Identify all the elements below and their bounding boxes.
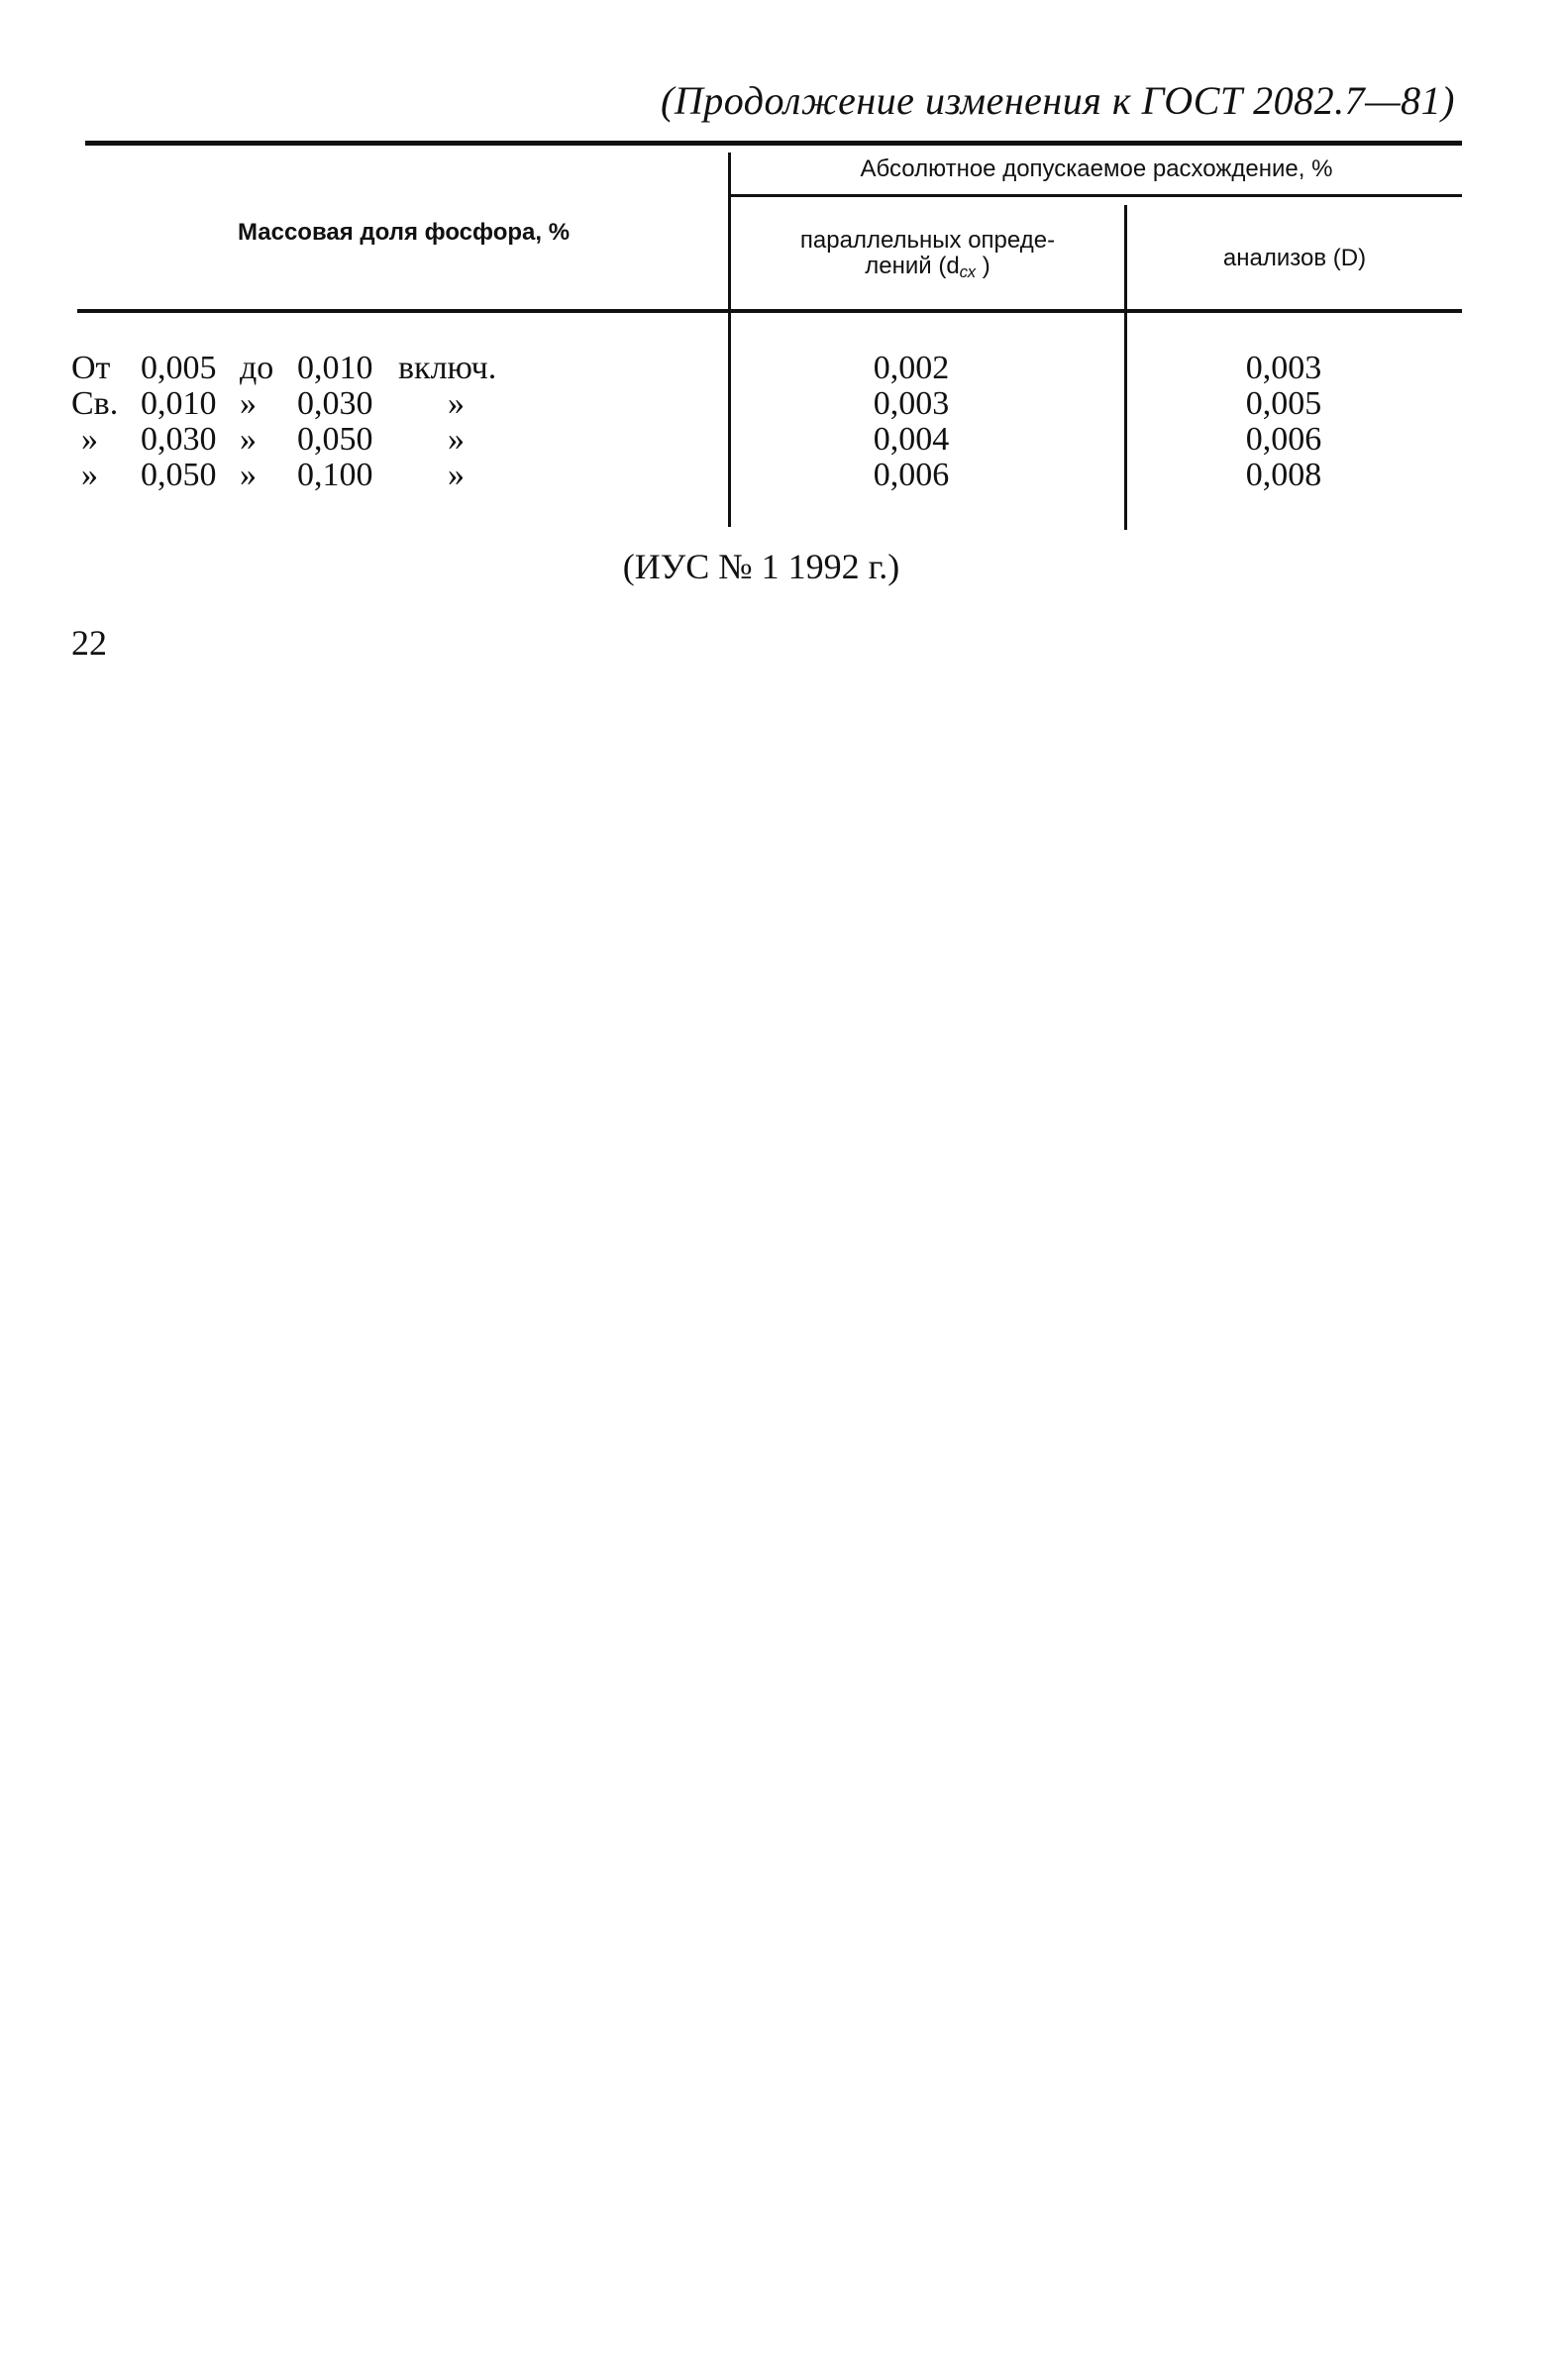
column-header-parallel-line2 — [731, 254, 1124, 285]
range-sep: » — [240, 385, 257, 422]
range-sep: » — [240, 421, 257, 458]
group-header-tolerance-text: Абсолютное допускаемое расхождение, % — [860, 155, 1333, 182]
range-to: 0,010 — [297, 350, 373, 386]
range-prefix: Св. — [71, 385, 119, 422]
column-header-mass-fraction — [79, 220, 728, 246]
table-top-rule — [85, 141, 1462, 146]
value-parallel-determinations: 0,002 — [873, 350, 950, 386]
group-header-tolerance — [731, 156, 1462, 182]
page-number: 22 — [71, 623, 107, 663]
range-to: 0,050 — [297, 421, 373, 458]
running-head: (Продолжение изменения к ГОСТ 2082.7—81) — [661, 78, 1455, 123]
range-prefix: » — [81, 421, 98, 458]
header-bottom-rule — [77, 309, 1462, 313]
range-prefix: От — [71, 350, 111, 386]
column-header-parallel-line2-text: лений (d — [865, 253, 960, 279]
issue-note: (ИУС № 1 1992 г.) — [622, 547, 900, 586]
value-parallel-determinations: 0,006 — [873, 457, 950, 493]
value-parallel-determinations: 0,004 — [873, 421, 950, 458]
column-header-parallel-close: ) — [976, 253, 990, 279]
column-header-parallel-line1: параллельных опреде- — [799, 227, 1056, 254]
range-prefix: » — [81, 457, 98, 493]
value-analyses: 0,003 — [1245, 350, 1322, 386]
group-header-rule — [731, 194, 1462, 197]
range-sep: » — [240, 457, 257, 493]
range-suffix: » — [448, 385, 465, 422]
column-header-mass-fraction-text: Массовая доля фосфора, % — [237, 219, 571, 246]
range-from: 0,030 — [141, 421, 217, 458]
range-suffix: » — [448, 421, 465, 458]
range-sep: до — [240, 350, 274, 386]
range-to: 0,100 — [297, 457, 373, 493]
range-to: 0,030 — [297, 385, 373, 422]
column-header-analyses — [1127, 246, 1462, 271]
range-from: 0,050 — [141, 457, 217, 493]
range-suffix: » — [448, 457, 465, 493]
column-header-parallel-sub: сх — [959, 262, 977, 281]
column-divider-1 — [728, 153, 731, 527]
value-parallel-determinations: 0,003 — [873, 385, 950, 422]
value-analyses: 0,008 — [1245, 457, 1322, 493]
range-from: 0,010 — [141, 385, 217, 422]
value-analyses: 0,006 — [1245, 421, 1322, 458]
column-header-analyses-text: анализов (D) — [1222, 245, 1367, 271]
column-header-parallel — [731, 228, 1124, 285]
range-from: 0,005 — [141, 350, 217, 386]
value-analyses: 0,005 — [1245, 385, 1322, 422]
range-suffix: включ. — [398, 350, 497, 386]
